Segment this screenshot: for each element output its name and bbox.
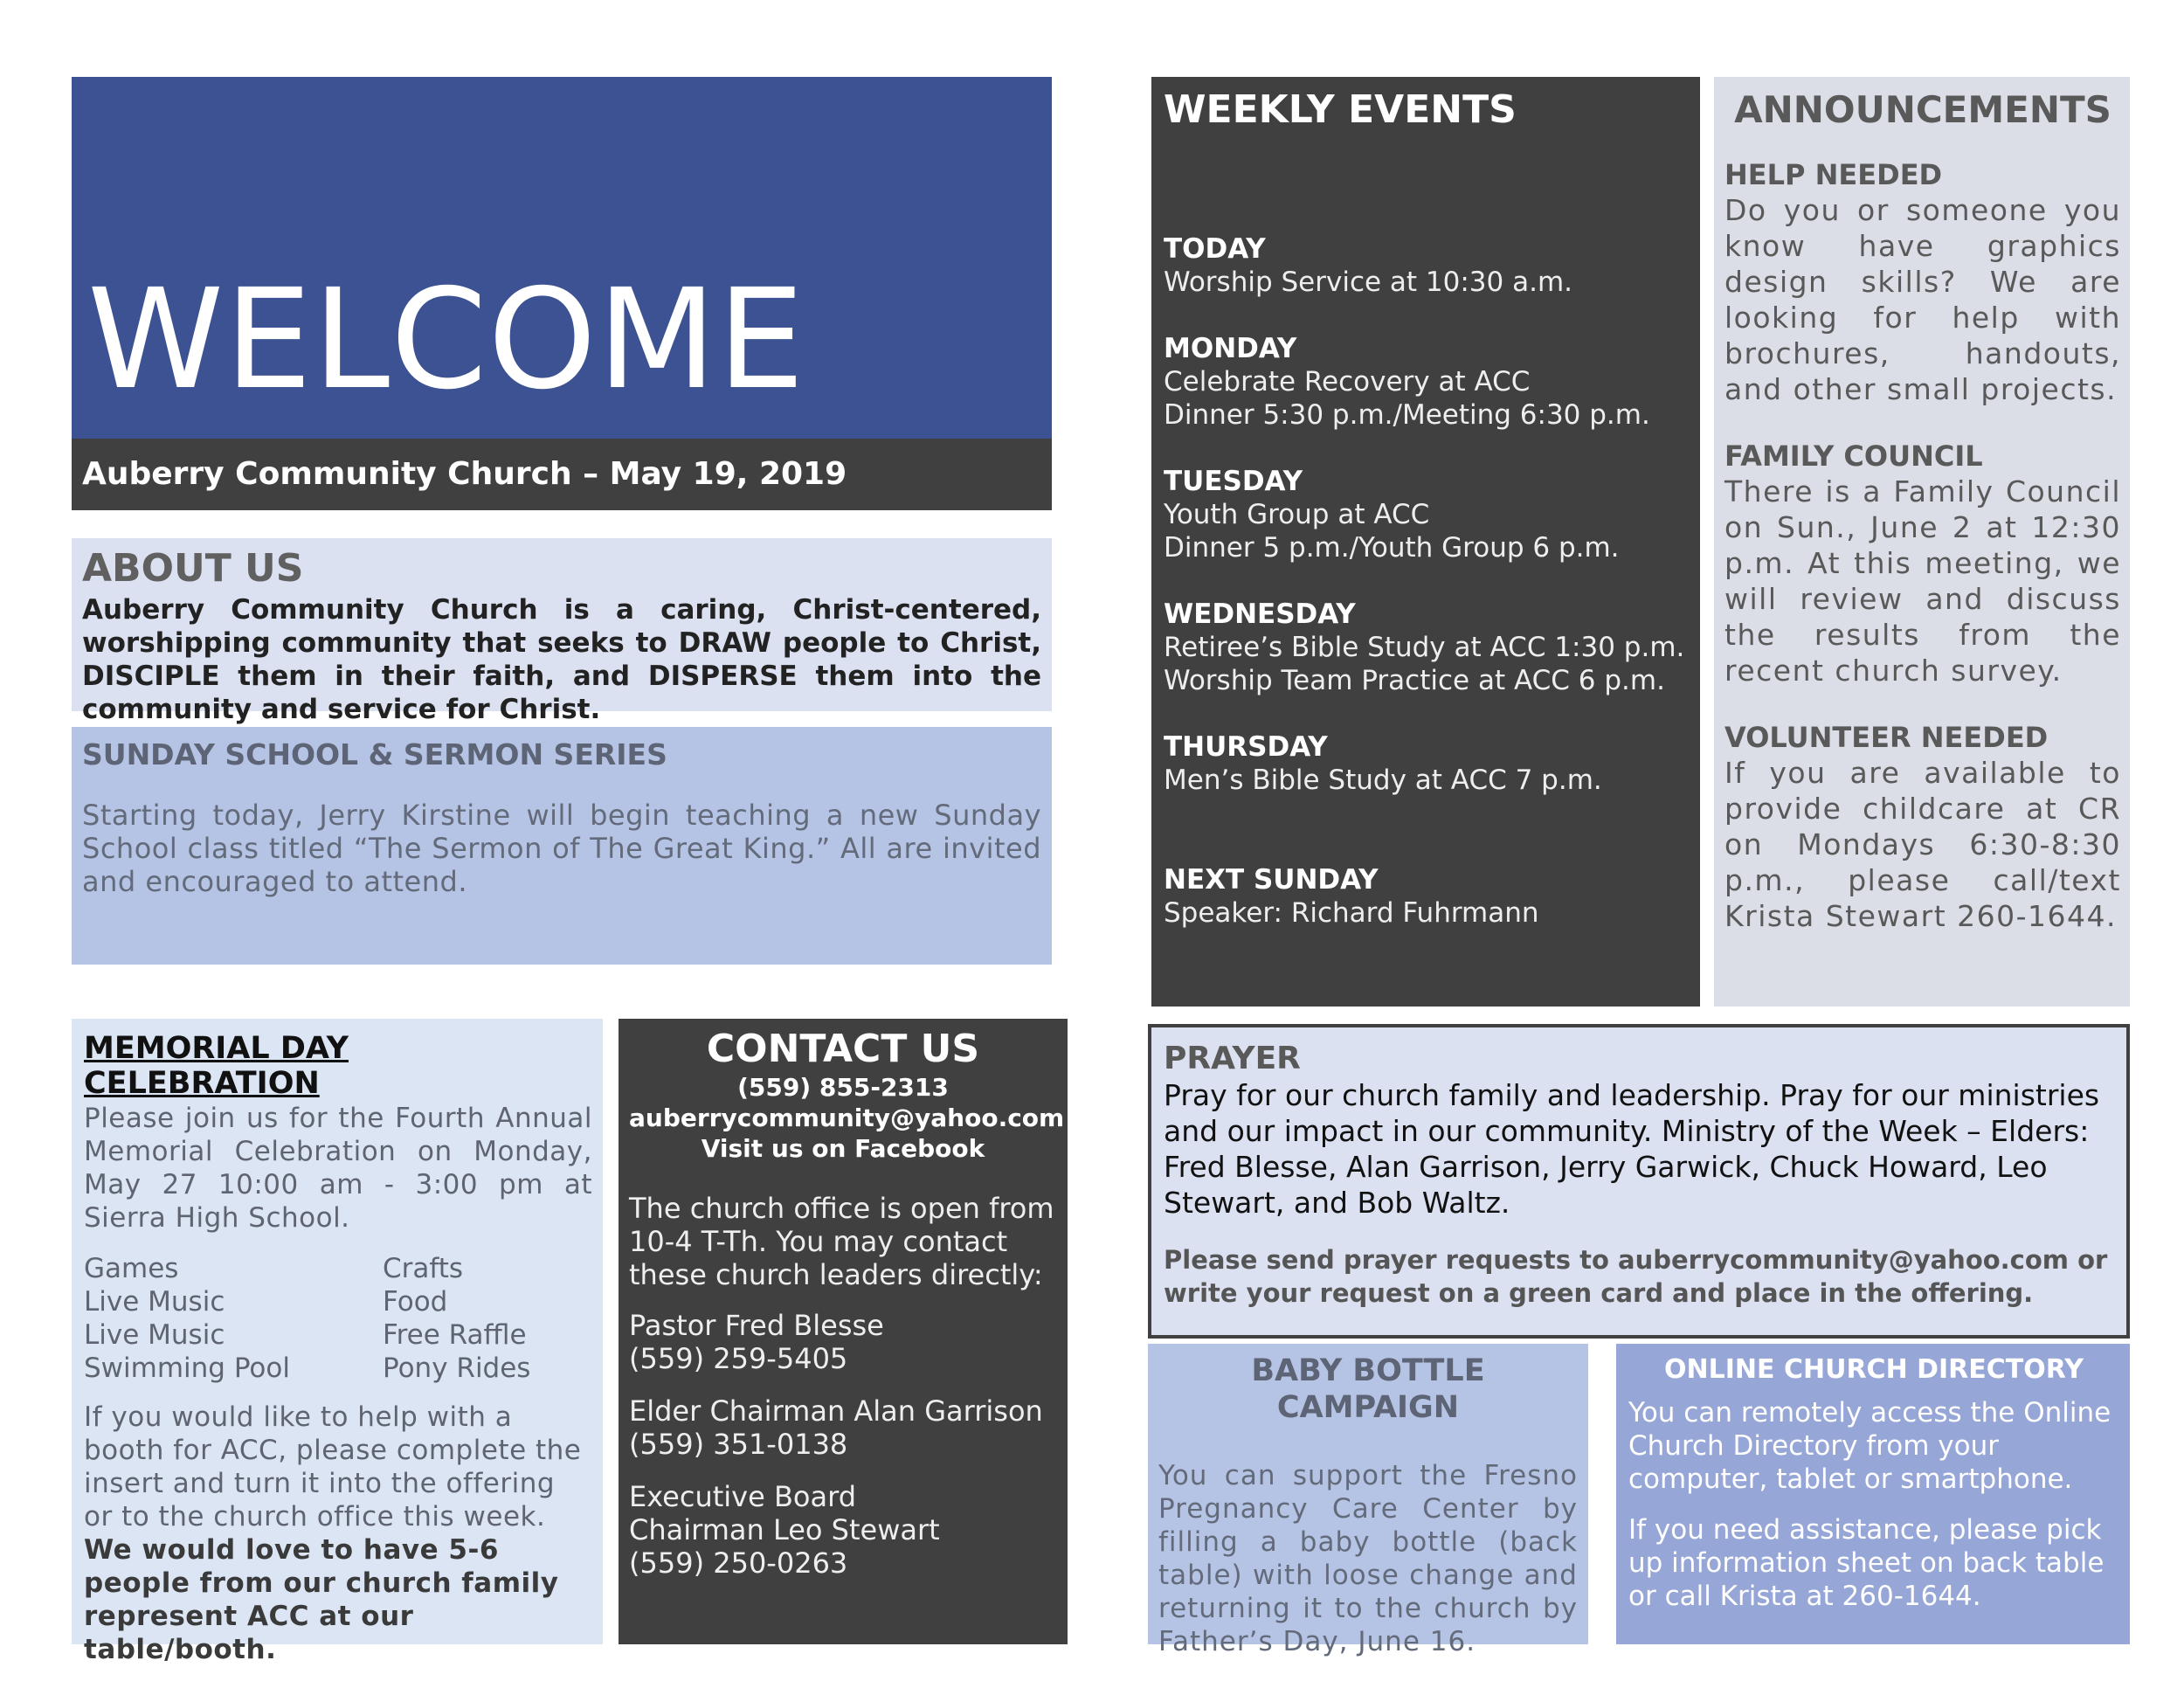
prayer-request-text: Please send prayer requests to auberrycommunity@yahoo.com or write your request on a green card and place in the offering.: [1164, 1245, 2108, 1309]
event-line: Retiree’s Bible Study at ACC 1:30 p.m.: [1164, 632, 1685, 663]
memorial-intro: Please join us for the Fourth Annual Memorial Celebration on Monday, May 27 10:00 am - 3:00 pm at Sierra High School.: [84, 1102, 592, 1234]
announcement-item: [1724, 439, 2121, 688]
memorial-day-section: [72, 1019, 603, 1665]
event-line: Worship Team Practice at ACC 6 p.m.: [1164, 665, 1665, 696]
announcement-title: HELP NEEDED: [1724, 158, 1943, 192]
activity-item: Free Raffle: [383, 1318, 527, 1351]
activities-list: [84, 1252, 592, 1385]
about-us-section: [72, 538, 1052, 725]
prayer-text: Pray for our church family and leadership. Pray for our ministries and our impact in our community. Ministry of the Week – Elders: Fred Blesse, Alan Garrison, Jerry Garwick, Chuck Howard, Leo Stewart, and Bob Waltz.: [1164, 1078, 2100, 1221]
activity-item: Games: [84, 1252, 179, 1284]
activity-item: Swimming Pool: [84, 1352, 290, 1384]
leader-phone: (559) 259-5405: [629, 1341, 848, 1375]
event-day: TUESDAY: [1164, 466, 1303, 497]
online-directory-text: You can remotely access the Online Church Directory from your computer, tablet or smartphone.: [1628, 1397, 2111, 1495]
event-day: THURSDAY: [1164, 731, 1328, 763]
office-hours-text: The church office is open from 10-4 T-Th. You may contact these church leaders directly:: [629, 1191, 1054, 1291]
event-line: Celebrate Recovery at ACC: [1164, 366, 1531, 398]
contact-us-heading: CONTACT US: [706, 1027, 980, 1071]
event-line: Youth Group at ACC: [1164, 499, 1430, 530]
activity-item: Food: [383, 1285, 448, 1318]
baby-bottle-text: You can support the Fresno Pregnancy Care Center by filling a baby bottle (back table) with loose change and returning it to the church by Father’s Day, June 16.: [1158, 1460, 1578, 1657]
leader-entry: [629, 1480, 1057, 1580]
prayer-heading: PRAYER: [1164, 1041, 1301, 1076]
memorial-help-text: [84, 1401, 592, 1666]
activity-item: Pony Rides: [383, 1352, 531, 1384]
announcement-text: If you are available to provide childcare at CR on Mondays 6:30-8:30 p.m., please call/text Krista Stewart 260-1644.: [1724, 756, 2121, 934]
event-line: Dinner 5 p.m./Youth Group 6 p.m.: [1164, 532, 1620, 564]
contact-phone[interactable]: (559) 855-2313: [737, 1072, 949, 1102]
prayer-section: [1148, 1024, 2130, 1339]
announcement-text: There is a Family Council on Sun., June 2 at 12:30 p.m. At this meeting, we will review and discuss the results from the recent church survey.: [1724, 474, 2121, 688]
leader-entry: [629, 1309, 1057, 1375]
event-line: Dinner 5:30 p.m./Meeting 6:30 p.m.: [1164, 399, 1650, 431]
memorial-help-bold: We would love to have 5-6 people from our church family represent ACC at our table/booth.: [84, 1533, 559, 1665]
online-directory-heading: ONLINE CHURCH DIRECTORY: [1664, 1354, 2084, 1385]
baby-bottle-section: [1148, 1344, 1588, 1657]
announcement-item: [1724, 720, 2121, 934]
sunday-school-section: [72, 727, 1052, 965]
leader-entry: [629, 1394, 1057, 1461]
memorial-day-heading: MEMORIAL DAY CELEBRATION: [84, 1031, 349, 1102]
activity-item: Crafts: [383, 1252, 464, 1284]
welcome-title: WELCOME: [87, 259, 805, 420]
event-line: Men’s Bible Study at ACC 7 p.m.: [1164, 764, 1602, 796]
online-directory-help: If you need assistance, please pick up information sheet on back table or call Krista at 260-1644.: [1628, 1514, 2105, 1612]
event-next-sunday: [1164, 863, 1697, 930]
church-date-bar: Auberry Community Church – May 19, 2019: [72, 439, 1052, 510]
contact-us-section: [619, 1019, 1068, 1644]
activity-item: Live Music: [84, 1285, 225, 1318]
leader-phone: (559) 250-0263: [629, 1546, 848, 1580]
announcements-heading: ANNOUNCEMENTS: [1734, 88, 2111, 131]
contact-facebook[interactable]: Visit us on Facebook: [701, 1133, 985, 1163]
leader-name: Pastor Fred Blesse: [629, 1308, 884, 1342]
activity-item: Live Music: [84, 1318, 225, 1351]
event-day: MONDAY: [1164, 333, 1297, 364]
event-monday: [1164, 332, 1697, 432]
event-day: NEXT SUNDAY: [1164, 864, 1379, 896]
sunday-school-text: Starting today, Jerry Kirstine will begin teaching a new Sunday School class titled “The Sermon of The Great King.” All are invited and encouraged to attend.: [82, 798, 1041, 898]
leader-phone: (559) 351-0138: [629, 1427, 848, 1461]
announcements-section: [1714, 77, 2130, 1007]
sunday-school-heading: SUNDAY SCHOOL & SERMON SERIES: [82, 737, 667, 771]
event-tuesday: [1164, 465, 1697, 564]
event-today: [1164, 232, 1697, 299]
about-us-heading: ABOUT US: [82, 546, 304, 591]
event-wednesday: [1164, 598, 1697, 697]
weekly-events-heading: WEEKLY EVENTS: [1164, 87, 1517, 132]
event-line: Speaker: Richard Fuhrmann: [1164, 897, 1539, 929]
announcement-title: VOLUNTEER NEEDED: [1724, 721, 2049, 755]
memorial-help-plain: If you would like to help with a booth for ACC, please complete the insert and turn it into the offering or to the church office this week.: [84, 1401, 582, 1532]
event-day: TODAY: [1164, 233, 1266, 265]
announcement-item: [1724, 157, 2121, 407]
leader-name: Elder Chairman Alan Garrison: [629, 1394, 1043, 1428]
weekly-events-section: [1151, 77, 1700, 1007]
event-day: WEDNESDAY: [1164, 598, 1356, 630]
announcement-title: FAMILY COUNCIL: [1724, 439, 1983, 474]
welcome-banner: [72, 77, 1052, 439]
contact-email[interactable]: auberrycommunity@yahoo.com: [629, 1103, 1065, 1132]
leader-name: Executive Board Chairman Leo Stewart: [629, 1479, 940, 1546]
announcement-text: Do you or someone you know have graphics design skills? We are looking for help with brochures, handouts, and other small projects.: [1724, 193, 2121, 407]
about-us-text: Auberry Community Church is a caring, Christ-centered, worshipping community that seeks to DRAW people to Christ, DISCIPLE them in their faith, and DISPERSE them into the community and service for Christ.: [82, 593, 1041, 725]
baby-bottle-heading: BABY BOTTLE CAMPAIGN: [1251, 1353, 1485, 1425]
event-thursday: [1164, 730, 1697, 797]
event-line: Worship Service at 10:30 a.m.: [1164, 266, 1573, 298]
online-directory-section: [1616, 1344, 2130, 1644]
